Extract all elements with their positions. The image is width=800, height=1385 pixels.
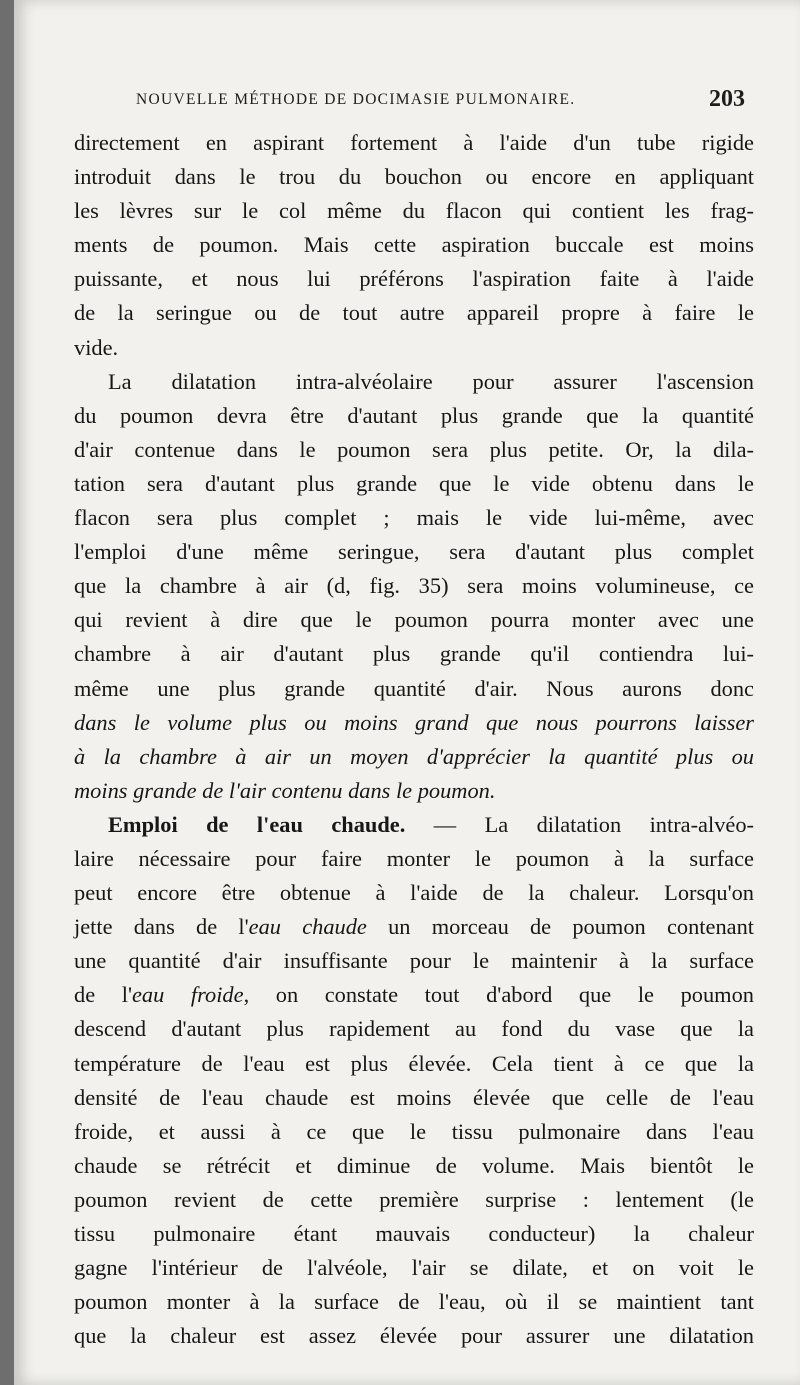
- text-line: densité de l'eau chaude est moins élevée que celle de l'eau: [74, 1084, 754, 1110]
- text-line: directement en aspirant fortement à l'aide d'un tube rigide: [74, 130, 754, 155]
- text-line: chambre à air d'autant plus grande qu'il contiendra lui-: [74, 641, 754, 667]
- text-line: laire nécessaire pour faire monter le poumon à la surface: [74, 845, 754, 871]
- text-line: l'emploi d'une même seringue, sera d'autant plus complet: [74, 539, 754, 565]
- text-line: chaude se rétrécit et diminue de volume. Mais bientôt le: [74, 1152, 754, 1178]
- text-span: jette dans de l': [74, 914, 249, 940]
- text-line: température de l'eau est plus élevée. Cela tient à ce que la: [74, 1050, 754, 1076]
- text-line: gagne l'intérieur de l'alvéole, l'air se dilate, et on voit le: [74, 1255, 754, 1281]
- text-line: introduit dans le trou du bouchon ou encore en appliquant: [74, 164, 754, 190]
- text-line: tation sera d'autant plus grande que le vide obtenu dans le: [74, 470, 754, 496]
- text-span: un morceau de poumon contenant: [366, 914, 754, 940]
- running-title: NOUVELLE MÉTHODE DE DOCIMASIE PULMONAIRE.: [136, 91, 576, 108]
- section-heading: Emploi de l'eau chaude.: [108, 811, 406, 837]
- book-page: [14, 0, 800, 1385]
- text-line: flacon sera plus complet ; mais le vide lui-même, avec: [74, 505, 754, 531]
- text-line: les lèvres sur le col même du flacon qui contient les frag-: [74, 198, 754, 224]
- text-line: que la chaleur est assez élevée pour assurer une dilatation: [74, 1323, 754, 1349]
- emphasis-text: eau froide: [131, 982, 244, 1008]
- text-line: [74, 910, 754, 944]
- text-line: descend d'autant plus rapidement au fond du vase que la: [74, 1016, 754, 1042]
- text-line: poumon revient de cette première surprise : lentement (le: [74, 1186, 754, 1212]
- page-header: [14, 86, 800, 120]
- page-number: 203: [709, 86, 745, 112]
- text-line: d'air contenue dans le poumon sera plus petite. Or, la dila-: [74, 436, 754, 462]
- text-span: , on constate tout d'abord que le poumon: [243, 982, 754, 1008]
- body-text: [74, 126, 754, 1353]
- emphasis-text: eau chaude: [248, 914, 367, 940]
- text-span: — La dilatation intra-alvéo-: [405, 811, 754, 837]
- text-line: ments de poumon. Mais cette aspiration buccale est moins: [74, 232, 754, 258]
- text-line: puissante, et nous lui préférons l'aspiration faite à l'aide: [74, 266, 754, 292]
- text-line: de la seringue ou de tout autre appareil propre à faire le: [74, 300, 754, 326]
- text-line: tissu pulmonaire étant mauvais conducteur) la chaleur: [74, 1221, 754, 1246]
- text-span: de l': [74, 982, 132, 1008]
- text-line: La dilatation intra-alvéolaire pour assurer l'ascension: [108, 368, 754, 394]
- text-line: froide, et aussi à ce que le tissu pulmonaire dans l'eau: [74, 1118, 754, 1144]
- text-line: que la chambre à air (d, fig. 35) sera moins volumineuse, ce: [74, 573, 754, 599]
- text-line: [74, 978, 754, 1012]
- text-line: [74, 808, 754, 842]
- text-line: dans le volume plus ou moins grand que nous pourrons laisser: [74, 709, 754, 735]
- text-line: du poumon devra être d'autant plus grande que la quantité: [74, 402, 754, 428]
- text-line: qui revient à dire que le poumon pourra monter avec une: [74, 607, 754, 633]
- text-line: à la chambre à air un moyen d'apprécier la quantité plus ou: [74, 743, 754, 769]
- text-line: vide.: [74, 334, 119, 360]
- text-line: une quantité d'air insuffisante pour le maintenir à la surface: [74, 948, 754, 974]
- text-line: moins grande de l'air contenu dans le poumon.: [74, 777, 496, 803]
- text-line: peut encore être obtenue à l'aide de la chaleur. Lorsqu'on: [74, 880, 754, 906]
- text-line: même une plus grande quantité d'air. Nous aurons donc: [74, 675, 754, 701]
- text-line: poumon monter à la surface de l'eau, où il se maintient tant: [74, 1289, 754, 1315]
